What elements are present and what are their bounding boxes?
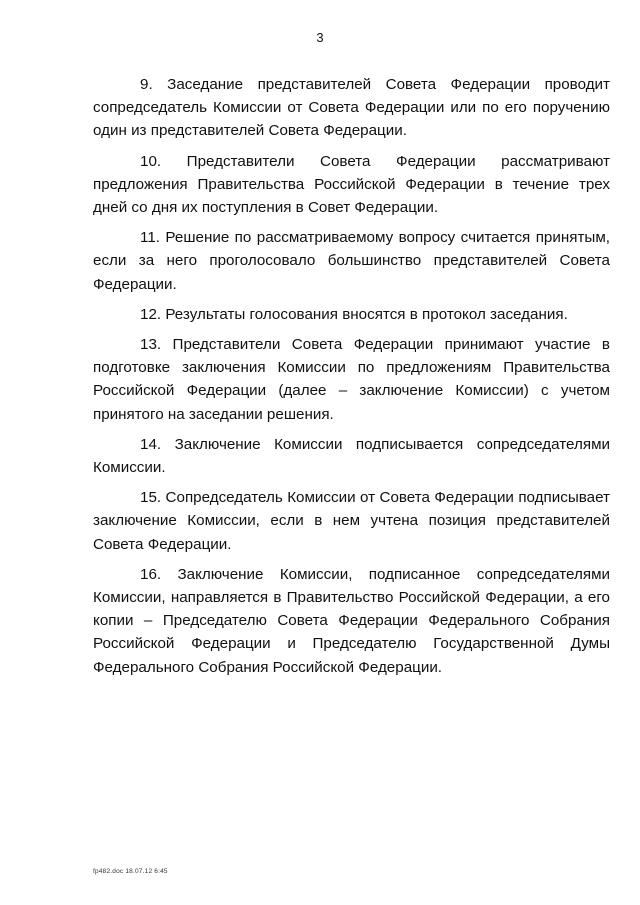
paragraph-10: 10. Представители Совета Федерации рассматривают предложения Правительства Российской Федерации в течение трех дней со дня их поступления в Совет Федерации. [93,152,610,217]
document-body [93,73,610,686]
paragraph-9: 9. Заседание представителей Совета Федерации проводит сопредседатель Комиссии от Совета Федерации или по его поручению один из представителей Совета Федерации. [93,76,610,140]
paragraph-16: 16. Заключение Комиссии, подписанное сопредседателями Комиссии, направляется в Правительство Российской Федерации, а его копии – Председателю Совета Федерации Федерального Собрания Российской Федерации и Председателю Государственной Думы Федерального Собрания Российской Федерации. [93,565,610,676]
paragraph-12: 12. Результаты голосования вносятся в протокол заседания. [140,305,568,323]
file-footer: fp482.doc 18.07.12 6:45 [93,868,168,875]
page-number: 3 [316,30,324,45]
paragraph-13: 13. Представители Совета Федерации принимают участие в подготовке заключения Комиссии по предложениям Правительства Российской Федерации (далее – заключение Комиссии) с учетом принятого на заседании решения. [93,336,610,423]
paragraph-11: 11. Решение по рассматриваемому вопросу считается принятым, если за него проголосовало большинство представителей Совета Федерации. [93,229,610,293]
paragraph-15: 15. Сопредседатель Комиссии от Совета Федерации подписывает заключение Комиссии, если в нем учтена позиция представителей Совета Федерации. [93,489,610,553]
paragraph-14: 14. Заключение Комиссии подписывается сопредседателями Комиссии. [93,435,610,477]
